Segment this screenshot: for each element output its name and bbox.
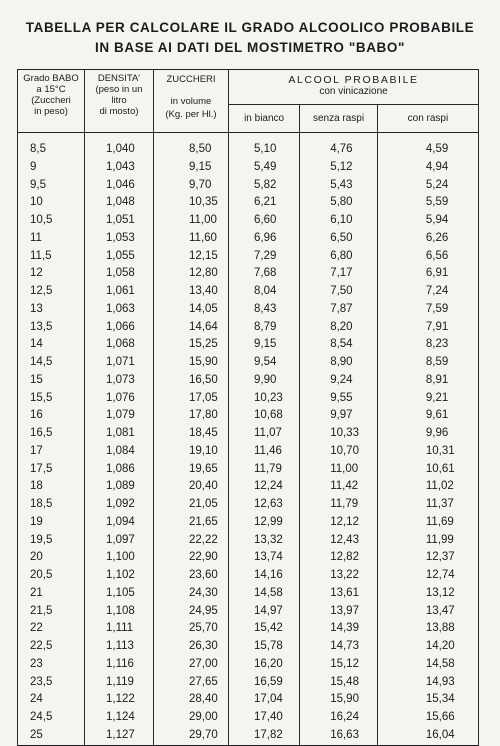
cell-densita: 1,086 (85, 461, 154, 479)
cell-densita: 1,127 (85, 727, 154, 745)
cell-grado-babo: 24,5 (18, 709, 85, 727)
cell-in-bianco: 15,42 (229, 620, 300, 638)
table-row (18, 177, 479, 195)
cell-senza-raspi: 12,43 (300, 532, 378, 550)
table-row (18, 301, 479, 319)
cell-con-raspi: 16,04 (377, 727, 478, 745)
header-zuccheri (154, 70, 229, 133)
header-zuccheri-line: (Kg. per Hl.) (165, 109, 217, 120)
cell-senza-raspi: 9,97 (300, 407, 378, 425)
cell-densita: 1,124 (85, 709, 154, 727)
cell-densita: 1,053 (85, 230, 154, 248)
table-row (18, 194, 479, 212)
cell-zuccheri: 20,40 (154, 478, 229, 496)
cell-senza-raspi: 16,63 (300, 727, 378, 745)
header-zuccheri-line: in volume (170, 96, 212, 107)
table-row (18, 141, 479, 159)
header-in-bianco: in bianco (229, 105, 300, 133)
cell-zuccheri: 25,70 (154, 620, 229, 638)
header-babo-line: (Zuccheri (31, 95, 71, 106)
cell-in-bianco: 12,99 (229, 514, 300, 532)
cell-in-bianco: 10,23 (229, 390, 300, 408)
cell-senza-raspi: 6,10 (300, 212, 378, 230)
cell-con-raspi: 7,59 (377, 301, 478, 319)
cell-densita: 1,043 (85, 159, 154, 177)
cell-densita: 1,051 (85, 212, 154, 230)
cell-in-bianco: 14,97 (229, 603, 300, 621)
cell-zuccheri: 12,15 (154, 248, 229, 266)
cell-con-raspi: 8,23 (377, 336, 478, 354)
cell-densita: 1,058 (85, 265, 154, 283)
table-row (18, 212, 479, 230)
cell-in-bianco: 8,79 (229, 319, 300, 337)
cell-senza-raspi: 5,43 (300, 177, 378, 195)
cell-in-bianco: 12,63 (229, 496, 300, 514)
cell-in-bianco: 5,82 (229, 177, 300, 195)
header-densita-line: di mosto) (99, 106, 139, 117)
cell-grado-babo: 21 (18, 585, 85, 603)
table-row (18, 443, 479, 461)
cell-con-raspi: 10,61 (377, 461, 478, 479)
cell-con-raspi: 4,94 (377, 159, 478, 177)
cell-zuccheri: 27,65 (154, 674, 229, 692)
cell-con-raspi: 6,91 (377, 265, 478, 283)
cell-in-bianco: 16,59 (229, 674, 300, 692)
cell-grado-babo: 19,5 (18, 532, 85, 550)
cell-con-raspi: 14,93 (377, 674, 478, 692)
cell-densita: 1,119 (85, 674, 154, 692)
cell-zuccheri: 22,22 (154, 532, 229, 550)
cell-grado-babo: 25 (18, 727, 85, 745)
title-line-2: IN BASE AI DATI DEL MOSTIMETRO "BABO" (94, 40, 405, 55)
cell-senza-raspi: 12,82 (300, 549, 378, 567)
cell-grado-babo: 22,5 (18, 638, 85, 656)
table-row (18, 372, 479, 390)
cell-densita: 1,071 (85, 354, 154, 372)
cell-zuccheri: 28,40 (154, 691, 229, 709)
header-con-raspi: con raspi (377, 105, 478, 133)
cell-senza-raspi: 15,48 (300, 674, 378, 692)
cell-densita: 1,048 (85, 194, 154, 212)
header-densita-line: litro (111, 95, 127, 106)
cell-zuccheri: 19,65 (154, 461, 229, 479)
cell-grado-babo: 9,5 (18, 177, 85, 195)
cell-con-raspi: 11,69 (377, 514, 478, 532)
cell-densita: 1,094 (85, 514, 154, 532)
table-row (18, 230, 479, 248)
cell-grado-babo: 14,5 (18, 354, 85, 372)
cell-grado-babo: 20 (18, 549, 85, 567)
cell-con-raspi: 8,91 (377, 372, 478, 390)
cell-senza-raspi: 12,12 (300, 514, 378, 532)
cell-zuccheri: 19,10 (154, 443, 229, 461)
cell-in-bianco: 9,15 (229, 336, 300, 354)
table-row (18, 585, 479, 603)
cell-senza-raspi: 7,87 (300, 301, 378, 319)
cell-senza-raspi: 15,12 (300, 656, 378, 674)
table-row (18, 691, 479, 709)
cell-con-raspi: 4,59 (377, 141, 478, 159)
cell-grado-babo: 19 (18, 514, 85, 532)
cell-in-bianco: 17,04 (229, 691, 300, 709)
cell-densita: 1,079 (85, 407, 154, 425)
cell-zuccheri: 27,00 (154, 656, 229, 674)
table-row (18, 496, 479, 514)
cell-zuccheri: 29,70 (154, 727, 229, 745)
cell-zuccheri: 18,45 (154, 425, 229, 443)
header-densita-line: DENSITA' (97, 73, 141, 84)
table-row (18, 549, 479, 567)
header-senza-raspi: senza raspi (300, 105, 378, 133)
cell-zuccheri: 8,50 (154, 141, 229, 159)
table-row (18, 674, 479, 692)
cell-senza-raspi: 14,73 (300, 638, 378, 656)
cell-con-raspi: 6,26 (377, 230, 478, 248)
table-row (18, 514, 479, 532)
header-densita (85, 70, 154, 133)
table-row (18, 461, 479, 479)
cell-densita: 1,116 (85, 656, 154, 674)
cell-densita: 1,105 (85, 585, 154, 603)
cell-senza-raspi: 9,55 (300, 390, 378, 408)
cell-in-bianco: 11,46 (229, 443, 300, 461)
cell-senza-raspi: 5,80 (300, 194, 378, 212)
cell-zuccheri: 22,90 (154, 549, 229, 567)
cell-in-bianco: 14,58 (229, 585, 300, 603)
cell-densita: 1,055 (85, 248, 154, 266)
cell-zuccheri: 23,60 (154, 567, 229, 585)
cell-con-raspi: 7,91 (377, 319, 478, 337)
cell-densita: 1,097 (85, 532, 154, 550)
cell-con-raspi: 5,94 (377, 212, 478, 230)
cell-con-raspi: 15,66 (377, 709, 478, 727)
cell-senza-raspi: 7,50 (300, 283, 378, 301)
cell-senza-raspi: 16,24 (300, 709, 378, 727)
cell-grado-babo: 15 (18, 372, 85, 390)
cell-grado-babo: 24 (18, 691, 85, 709)
cell-grado-babo: 17,5 (18, 461, 85, 479)
cell-zuccheri: 15,25 (154, 336, 229, 354)
cell-zuccheri: 10,35 (154, 194, 229, 212)
cell-con-raspi: 14,58 (377, 656, 478, 674)
header-densita-line: (peso in un (95, 84, 143, 95)
cell-senza-raspi: 5,12 (300, 159, 378, 177)
cell-zuccheri: 26,30 (154, 638, 229, 656)
cell-con-raspi: 11,99 (377, 532, 478, 550)
cell-grado-babo: 16 (18, 407, 85, 425)
cell-in-bianco: 9,90 (229, 372, 300, 390)
cell-con-raspi: 11,37 (377, 496, 478, 514)
cell-densita: 1,108 (85, 603, 154, 621)
cell-senza-raspi: 10,70 (300, 443, 378, 461)
cell-senza-raspi: 4,76 (300, 141, 378, 159)
cell-densita: 1,092 (85, 496, 154, 514)
cell-in-bianco: 14,16 (229, 567, 300, 585)
cell-densita: 1,063 (85, 301, 154, 319)
header-grado-babo (18, 70, 85, 133)
cell-densita: 1,076 (85, 390, 154, 408)
cell-densita: 1,084 (85, 443, 154, 461)
cell-grado-babo: 18,5 (18, 496, 85, 514)
cell-senza-raspi: 7,17 (300, 265, 378, 283)
cell-senza-raspi: 11,00 (300, 461, 378, 479)
cell-in-bianco: 17,82 (229, 727, 300, 745)
table-row (18, 425, 479, 443)
table-row (18, 727, 479, 745)
table-row (18, 283, 479, 301)
cell-senza-raspi: 11,42 (300, 478, 378, 496)
table-row (18, 656, 479, 674)
cell-grado-babo: 21,5 (18, 603, 85, 621)
cell-con-raspi: 12,74 (377, 567, 478, 585)
header-babo-line: in peso) (34, 106, 68, 117)
cell-in-bianco: 17,40 (229, 709, 300, 727)
cell-grado-babo: 11,5 (18, 248, 85, 266)
cell-grado-babo: 14 (18, 336, 85, 354)
cell-densita: 1,111 (85, 620, 154, 638)
cell-con-raspi: 13,47 (377, 603, 478, 621)
cell-zuccheri: 15,90 (154, 354, 229, 372)
cell-senza-raspi: 10,33 (300, 425, 378, 443)
cell-in-bianco: 8,04 (229, 283, 300, 301)
table-row (18, 159, 479, 177)
cell-con-raspi: 9,61 (377, 407, 478, 425)
cell-zuccheri: 17,80 (154, 407, 229, 425)
header-zuccheri-line: ZUCCHERI (166, 74, 216, 85)
cell-zuccheri: 14,05 (154, 301, 229, 319)
table-body (18, 141, 479, 745)
cell-senza-raspi: 11,79 (300, 496, 378, 514)
table-row (18, 567, 479, 585)
cell-senza-raspi: 9,24 (300, 372, 378, 390)
cell-in-bianco: 10,68 (229, 407, 300, 425)
cell-zuccheri: 24,30 (154, 585, 229, 603)
cell-con-raspi: 12,37 (377, 549, 478, 567)
cell-con-raspi: 9,21 (377, 390, 478, 408)
cell-grado-babo: 15,5 (18, 390, 85, 408)
cell-densita: 1,068 (85, 336, 154, 354)
cell-zuccheri: 11,00 (154, 212, 229, 230)
cell-grado-babo: 13 (18, 301, 85, 319)
cell-senza-raspi: 8,54 (300, 336, 378, 354)
cell-densita: 1,122 (85, 691, 154, 709)
cell-grado-babo: 20,5 (18, 567, 85, 585)
cell-zuccheri: 16,50 (154, 372, 229, 390)
cell-con-raspi: 5,24 (377, 177, 478, 195)
cell-densita: 1,113 (85, 638, 154, 656)
cell-con-raspi: 15,34 (377, 691, 478, 709)
cell-con-raspi: 14,20 (377, 638, 478, 656)
cell-senza-raspi: 13,97 (300, 603, 378, 621)
cell-con-raspi: 7,24 (377, 283, 478, 301)
cell-in-bianco: 7,68 (229, 265, 300, 283)
cell-zuccheri: 13,40 (154, 283, 229, 301)
table-row (18, 532, 479, 550)
cell-in-bianco: 7,29 (229, 248, 300, 266)
cell-senza-raspi: 8,20 (300, 319, 378, 337)
cell-in-bianco: 13,32 (229, 532, 300, 550)
cell-senza-raspi: 6,80 (300, 248, 378, 266)
cell-zuccheri: 21,05 (154, 496, 229, 514)
table-row (18, 319, 479, 337)
cell-in-bianco: 15,78 (229, 638, 300, 656)
cell-grado-babo: 23 (18, 656, 85, 674)
cell-in-bianco: 8,43 (229, 301, 300, 319)
cell-densita: 1,040 (85, 141, 154, 159)
cell-in-bianco: 11,07 (229, 425, 300, 443)
table-row (18, 390, 479, 408)
cell-grado-babo: 23,5 (18, 674, 85, 692)
cell-grado-babo: 22 (18, 620, 85, 638)
cell-grado-babo: 10 (18, 194, 85, 212)
cell-densita: 1,066 (85, 319, 154, 337)
table-row (18, 620, 479, 638)
cell-grado-babo: 18 (18, 478, 85, 496)
cell-in-bianco: 5,10 (229, 141, 300, 159)
spacer-row (18, 133, 479, 142)
table-row (18, 603, 479, 621)
babo-table (17, 69, 479, 746)
cell-densita: 1,089 (85, 478, 154, 496)
cell-grado-babo: 11 (18, 230, 85, 248)
table-row (18, 336, 479, 354)
cell-zuccheri: 12,80 (154, 265, 229, 283)
cell-senza-raspi: 13,61 (300, 585, 378, 603)
cell-in-bianco: 5,49 (229, 159, 300, 177)
cell-grado-babo: 10,5 (18, 212, 85, 230)
cell-zuccheri: 11,60 (154, 230, 229, 248)
cell-zuccheri: 9,15 (154, 159, 229, 177)
header-alcool-label: ALCOOL PROBABILE (288, 74, 419, 86)
cell-senza-raspi: 8,90 (300, 354, 378, 372)
cell-densita: 1,073 (85, 372, 154, 390)
cell-con-raspi: 10,31 (377, 443, 478, 461)
cell-in-bianco: 6,96 (229, 230, 300, 248)
header-babo-line: a 15°C (36, 84, 66, 95)
cell-con-raspi: 13,88 (377, 620, 478, 638)
cell-in-bianco: 12,24 (229, 478, 300, 496)
cell-grado-babo: 9 (18, 159, 85, 177)
cell-densita: 1,046 (85, 177, 154, 195)
cell-grado-babo: 16,5 (18, 425, 85, 443)
header-babo-line: Grado BABO (23, 73, 79, 84)
title-line-1: TABELLA PER CALCOLARE IL GRADO ALCOOLICO PROBABILE (25, 20, 475, 35)
cell-grado-babo: 12 (18, 265, 85, 283)
cell-densita: 1,061 (85, 283, 154, 301)
table-row (18, 265, 479, 283)
header-alcool-probabile (229, 70, 479, 105)
cell-zuccheri: 9,70 (154, 177, 229, 195)
cell-grado-babo: 8,5 (18, 141, 85, 159)
cell-con-raspi: 11,02 (377, 478, 478, 496)
cell-zuccheri: 14,64 (154, 319, 229, 337)
cell-in-bianco: 13,74 (229, 549, 300, 567)
header-vinicazione-label: con vinicazione (319, 86, 388, 97)
cell-densita: 1,100 (85, 549, 154, 567)
table-row (18, 478, 479, 496)
cell-zuccheri: 29,00 (154, 709, 229, 727)
cell-grado-babo: 13,5 (18, 319, 85, 337)
cell-in-bianco: 16,20 (229, 656, 300, 674)
cell-in-bianco: 9,54 (229, 354, 300, 372)
cell-zuccheri: 24,95 (154, 603, 229, 621)
table-row (18, 354, 479, 372)
table-row (18, 407, 479, 425)
table-row (18, 638, 479, 656)
cell-densita: 1,081 (85, 425, 154, 443)
cell-con-raspi: 8,59 (377, 354, 478, 372)
cell-con-raspi: 9,96 (377, 425, 478, 443)
cell-senza-raspi: 14,39 (300, 620, 378, 638)
cell-con-raspi: 6,56 (377, 248, 478, 266)
table-row (18, 709, 479, 727)
table-row (18, 248, 479, 266)
cell-senza-raspi: 13,22 (300, 567, 378, 585)
cell-senza-raspi: 15,90 (300, 691, 378, 709)
cell-con-raspi: 5,59 (377, 194, 478, 212)
cell-in-bianco: 11,79 (229, 461, 300, 479)
cell-zuccheri: 21,65 (154, 514, 229, 532)
cell-grado-babo: 12,5 (18, 283, 85, 301)
cell-con-raspi: 13,12 (377, 585, 478, 603)
cell-densita: 1,102 (85, 567, 154, 585)
cell-senza-raspi: 6,50 (300, 230, 378, 248)
cell-in-bianco: 6,60 (229, 212, 300, 230)
cell-in-bianco: 6,21 (229, 194, 300, 212)
cell-grado-babo: 17 (18, 443, 85, 461)
cell-zuccheri: 17,05 (154, 390, 229, 408)
